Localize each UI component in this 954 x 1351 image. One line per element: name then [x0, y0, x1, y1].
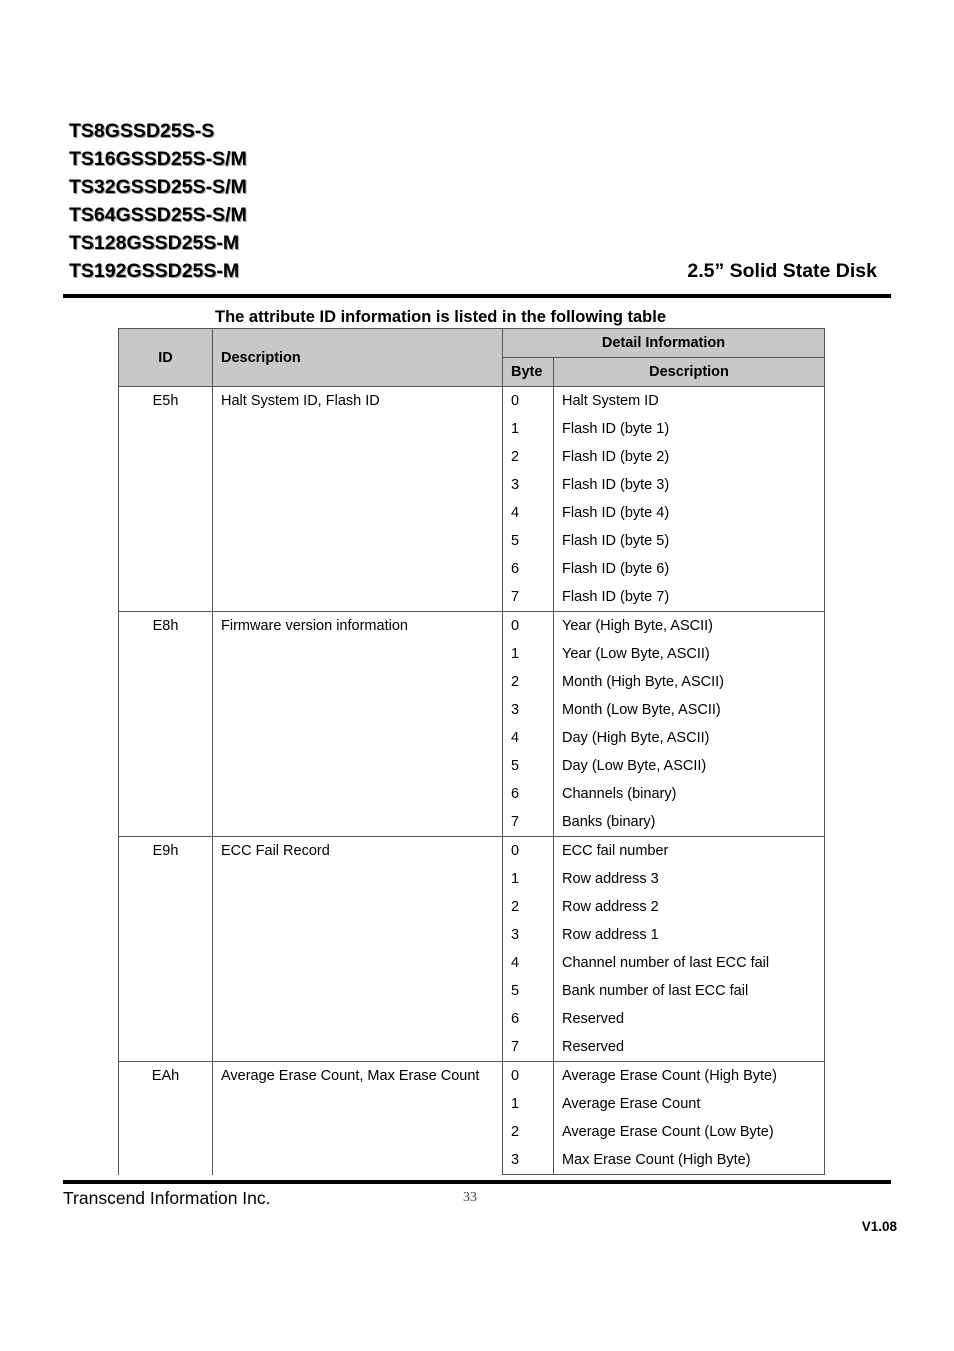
product-title: 2.5” Solid State Disk: [687, 260, 877, 282]
detail-description-cell: Flash ID (byte 7): [554, 583, 825, 612]
byte-cell: 2: [503, 1118, 554, 1146]
detail-description-cell: Row address 1: [554, 921, 825, 949]
byte-cell: 0: [503, 387, 554, 416]
byte-cell: 3: [503, 1146, 554, 1175]
byte-cell: 3: [503, 921, 554, 949]
header-detail-information: Detail Information: [503, 329, 825, 358]
detail-description-cell: Year (Low Byte, ASCII): [554, 640, 825, 668]
byte-cell: 7: [503, 808, 554, 837]
detail-description-cell: Banks (binary): [554, 808, 825, 837]
detail-description-cell: Row address 2: [554, 893, 825, 921]
table-row: [119, 612, 825, 641]
detail-description-cell: Channel number of last ECC fail: [554, 949, 825, 977]
model-name: TS16GSSD25S-S/M: [69, 148, 247, 170]
attribute-id-cell: E9h: [119, 837, 213, 1062]
byte-cell: 2: [503, 893, 554, 921]
header-divider: [63, 294, 891, 298]
detail-description-cell: Average Erase Count: [554, 1090, 825, 1118]
byte-cell: 1: [503, 865, 554, 893]
detail-description-cell: Flash ID (byte 2): [554, 443, 825, 471]
byte-cell: 0: [503, 1062, 554, 1091]
byte-cell: 4: [503, 724, 554, 752]
attribute-id-cell: E5h: [119, 387, 213, 612]
byte-cell: 2: [503, 668, 554, 696]
attribute-id-cell: E8h: [119, 612, 213, 837]
detail-description-cell: Flash ID (byte 1): [554, 415, 825, 443]
detail-description-cell: Flash ID (byte 5): [554, 527, 825, 555]
model-name: TS64GSSD25S-S/M: [69, 204, 247, 226]
attribute-description-cell: Halt System ID, Flash ID: [213, 387, 503, 612]
byte-cell: 5: [503, 977, 554, 1005]
attribute-id-cell: EAh: [119, 1062, 213, 1175]
byte-cell: 1: [503, 415, 554, 443]
table-row: [119, 1062, 825, 1091]
attribute-description-cell: ECC Fail Record: [213, 837, 503, 1062]
byte-cell: 6: [503, 555, 554, 583]
detail-description-cell: Year (High Byte, ASCII): [554, 612, 825, 641]
byte-cell: 1: [503, 1090, 554, 1118]
detail-description-cell: Reserved: [554, 1005, 825, 1033]
detail-description-cell: Flash ID (byte 4): [554, 499, 825, 527]
byte-cell: 4: [503, 499, 554, 527]
table-header: [119, 329, 825, 387]
model-list: [69, 117, 247, 285]
model-name: TS32GSSD25S-S/M: [69, 176, 247, 198]
byte-cell: 6: [503, 780, 554, 808]
detail-description-cell: Flash ID (byte 3): [554, 471, 825, 499]
model-name: TS192GSSD25S-M: [69, 260, 240, 282]
detail-description-cell: Reserved: [554, 1033, 825, 1062]
detail-description-cell: Month (High Byte, ASCII): [554, 668, 825, 696]
byte-cell: 6: [503, 1005, 554, 1033]
attribute-id-table: [118, 328, 825, 1175]
header-detail-description: Description: [554, 358, 825, 387]
document-version: V1.08: [861, 1219, 897, 1234]
footer-company: Transcend Information Inc.: [63, 1188, 271, 1208]
byte-cell: 4: [503, 949, 554, 977]
byte-cell: 0: [503, 837, 554, 866]
model-name: TS8GSSD25S-S: [69, 120, 215, 142]
detail-description-cell: Max Erase Count (High Byte): [554, 1146, 825, 1175]
detail-description-cell: ECC fail number: [554, 837, 825, 866]
detail-description-cell: Day (Low Byte, ASCII): [554, 752, 825, 780]
header-description: Description: [213, 329, 503, 387]
byte-cell: 5: [503, 752, 554, 780]
table-row: [119, 837, 825, 866]
detail-description-cell: Day (High Byte, ASCII): [554, 724, 825, 752]
detail-description-cell: Month (Low Byte, ASCII): [554, 696, 825, 724]
byte-cell: 2: [503, 443, 554, 471]
table-body: [119, 387, 825, 1175]
byte-cell: 7: [503, 583, 554, 612]
page-number: 33: [463, 1190, 477, 1205]
detail-description-cell: Row address 3: [554, 865, 825, 893]
byte-cell: 1: [503, 640, 554, 668]
byte-cell: 0: [503, 612, 554, 641]
byte-cell: 3: [503, 696, 554, 724]
detail-description-cell: Channels (binary): [554, 780, 825, 808]
footer-divider: [63, 1180, 891, 1184]
detail-description-cell: Average Erase Count (High Byte): [554, 1062, 825, 1091]
header-byte: Byte: [503, 358, 554, 387]
model-name: TS128GSSD25S-M: [69, 232, 240, 254]
detail-description-cell: Flash ID (byte 6): [554, 555, 825, 583]
table-caption: The attribute ID information is listed in the following table: [215, 308, 667, 326]
table-row: [119, 387, 825, 416]
attribute-description-cell: Average Erase Count, Max Erase Count: [213, 1062, 503, 1175]
byte-cell: 3: [503, 471, 554, 499]
detail-description-cell: Halt System ID: [554, 387, 825, 416]
byte-cell: 5: [503, 527, 554, 555]
detail-description-cell: Bank number of last ECC fail: [554, 977, 825, 1005]
header-id: ID: [119, 329, 213, 387]
attribute-description-cell: Firmware version information: [213, 612, 503, 837]
detail-description-cell: Average Erase Count (Low Byte): [554, 1118, 825, 1146]
byte-cell: 7: [503, 1033, 554, 1062]
